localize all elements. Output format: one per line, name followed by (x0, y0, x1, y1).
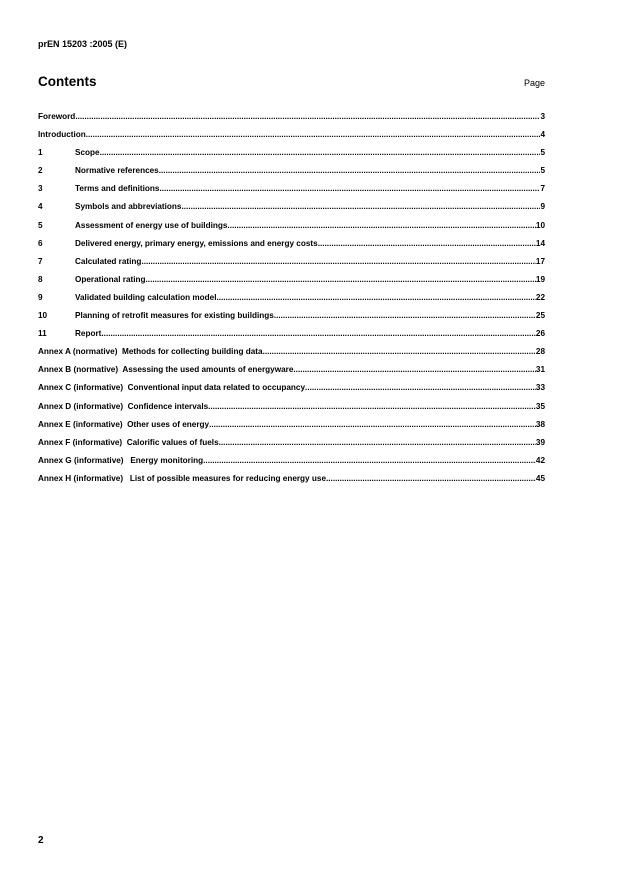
toc-dot-leader (274, 311, 536, 320)
toc-entry-number: 9 (38, 292, 43, 302)
toc-dot-leader (159, 166, 541, 175)
toc-entry-number: 4 (38, 202, 43, 212)
toc-dot-leader (293, 365, 535, 374)
toc-entry[interactable] (38, 329, 545, 347)
toc-entry-title: Delivered energy, primary energy, emissions and energy costs (75, 238, 318, 248)
toc-entry-title: Foreword (38, 112, 76, 121)
toc-entry[interactable] (38, 257, 545, 275)
toc-dot-leader (159, 184, 540, 193)
toc-entry-number: 1 (38, 148, 43, 158)
toc-entry[interactable] (38, 275, 545, 293)
toc-entry-page: 42 (535, 455, 545, 465)
toc-entry-page: 14 (535, 238, 545, 248)
toc-entry-number: 3 (38, 184, 43, 194)
toc-entry-page: 22 (535, 292, 545, 302)
toc-entry-title: Operational rating (75, 274, 146, 284)
toc-entry-number: 8 (38, 274, 43, 284)
toc-entry-title: Annex B (normative) Assessing the used amounts of energyware (38, 365, 294, 375)
toc-entry-page: 38 (535, 419, 545, 429)
toc-entry-title: Annex G (informative) Energy monitoring (38, 455, 204, 465)
toc-entry-page: 4 (540, 130, 545, 140)
toc-entry-title: Symbols and abbreviations (75, 202, 182, 212)
toc-entry-title: Scope (75, 148, 100, 158)
toc-dot-leader (227, 221, 535, 230)
toc-entry-title: Terms and definitions (75, 184, 160, 194)
toc-entry[interactable] (38, 456, 545, 474)
toc-entry[interactable] (38, 112, 545, 130)
toc-entry[interactable] (38, 293, 545, 311)
toc-entry-title: Introduction (38, 130, 86, 140)
toc-entry-page: 31 (535, 365, 545, 375)
toc-entry-number: 11 (38, 329, 47, 339)
toc-entry-title: Annex A (normative) Methods for collecting building data (38, 347, 263, 357)
table-of-contents (38, 112, 545, 492)
toc-entry[interactable] (38, 402, 545, 420)
toc-entry-number: 7 (38, 256, 43, 266)
toc-entry-title: Annex D (informative) Confidence intervals (38, 401, 209, 411)
document-header-id: prEN 15203 :2005 (E) (38, 39, 128, 49)
contents-heading: Contents (38, 74, 97, 89)
toc-entry[interactable] (38, 221, 545, 239)
toc-entry-page: 9 (540, 202, 545, 212)
toc-dot-leader (86, 130, 541, 139)
toc-entry-number: 2 (38, 166, 43, 176)
toc-entry[interactable] (38, 438, 545, 456)
toc-entry-page: 39 (535, 437, 545, 447)
toc-entry-title: Validated building calculation model (75, 292, 217, 302)
toc-entry-page: 28 (535, 347, 545, 357)
toc-entry-title: Annex C (informative) Conventional input data related to occupancy (38, 383, 306, 393)
toc-entry-number: 10 (38, 311, 48, 321)
toc-entry-page: 5 (540, 148, 545, 158)
toc-entry[interactable] (38, 166, 545, 184)
toc-entry-title: Annex F (informative) Calorific values of fuels (38, 437, 219, 447)
toc-dot-leader (181, 202, 540, 211)
toc-entry-page: 10 (535, 220, 545, 230)
toc-dot-leader (216, 293, 535, 302)
toc-dot-leader (141, 257, 535, 266)
toc-entry-page: 7 (540, 184, 545, 194)
toc-entry-title: Annex E (informative) Other uses of energy (38, 419, 210, 429)
toc-entry-page: 25 (535, 311, 545, 321)
toc-entry-page: 5 (540, 166, 545, 176)
toc-dot-leader (100, 148, 541, 157)
toc-dot-leader (219, 438, 536, 447)
toc-dot-leader (326, 474, 536, 483)
toc-entry-page: 26 (535, 329, 545, 339)
toc-entry-page: 45 (535, 473, 545, 483)
toc-entry-title: Annex H (informative) List of possible measures for reducing energy use (38, 473, 326, 483)
toc-entry-title: Report (75, 329, 102, 339)
toc-entry-title: Planning of retrofit measures for existing buildings (75, 311, 274, 321)
toc-entry-number: 5 (38, 220, 43, 230)
toc-entry[interactable] (38, 202, 545, 220)
toc-entry[interactable] (38, 184, 545, 202)
toc-entry[interactable] (38, 130, 545, 148)
toc-entry[interactable] (38, 347, 545, 365)
toc-dot-leader (318, 239, 536, 248)
toc-dot-leader (208, 402, 536, 411)
toc-entry[interactable] (38, 148, 545, 166)
toc-entry-page: 33 (535, 383, 545, 393)
page-column-label: Page (523, 78, 545, 88)
toc-dot-leader (203, 456, 536, 465)
toc-entry-number: 6 (38, 238, 43, 248)
toc-dot-leader (305, 383, 536, 392)
toc-dot-leader (75, 112, 540, 121)
toc-entry-page: 19 (535, 274, 545, 284)
toc-entry[interactable] (38, 383, 545, 401)
toc-entry-title: Calculated rating (75, 256, 142, 266)
toc-dot-leader (209, 420, 536, 429)
toc-dot-leader (263, 347, 536, 356)
toc-dot-leader (101, 329, 536, 338)
toc-entry[interactable] (38, 420, 545, 438)
toc-entry-page: 17 (535, 256, 545, 266)
toc-entry-title: Assessment of energy use of buildings (75, 220, 228, 230)
toc-dot-leader (146, 275, 536, 284)
toc-entry[interactable] (38, 311, 545, 329)
page-number: 2 (38, 835, 44, 846)
toc-entry[interactable] (38, 365, 545, 383)
toc-entry-page: 3 (540, 112, 545, 121)
toc-entry-title: Normative references (75, 166, 159, 176)
toc-entry[interactable] (38, 474, 545, 492)
toc-entry[interactable] (38, 239, 545, 257)
toc-entry-page: 35 (535, 401, 545, 411)
